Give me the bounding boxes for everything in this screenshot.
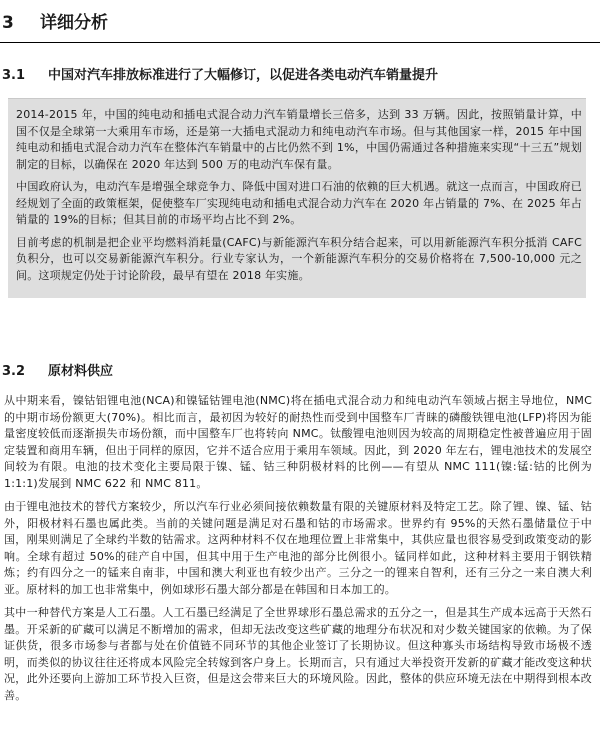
body-text bbox=[4, 393, 592, 711]
subsection-number: 3.2 bbox=[2, 364, 26, 379]
paragraph: 由于锂电池技术的替代方案较少，所以汽车行业必须间接依赖数量有限的关键原材料及特定工艺。除了锂、镍、锰、钴外，阳极材料石墨也属此类。当前的关键问题是满足对石墨和钴的市场需求。世界约有 95%的天然石墨储量位于中国，刚果则满足了全球约半数的钴需求。这两种材料不仅在地理位置上非常集中，其供应量也很容易受到政策变动的影响。全球有超过 50%的硅产自中国，但其中用于生产电池的部分比例很小。锰同样如此，这种材料主要用于钢铁精炼；约有四分之一的锰来自南非，中国和澳大利亚也有较少出产。三分之一的锂来自智利，还有三分之一来自澳大利亚。原材料的加工也非常集中，例如球形石墨大部分都是在韩国和日本加工的。 bbox=[4, 500, 592, 596]
heading-rule bbox=[0, 42, 600, 43]
subsection-heading-3-2 bbox=[2, 360, 598, 379]
subsection-title: 中国对汽车排放标准进行了大幅修订，以促进各类电动汽车销量提升 bbox=[48, 68, 439, 83]
subsection-title: 原材料供应 bbox=[48, 364, 114, 379]
section-number: 3 bbox=[2, 13, 14, 33]
subsection-heading-3-1 bbox=[2, 64, 598, 83]
subsection-number: 3.1 bbox=[2, 68, 26, 83]
section-title: 详细分析 bbox=[40, 13, 108, 33]
paragraph: 其中一种替代方案是人工石墨。人工石墨已经满足了全世界球形石墨总需求的五分之一，但是其生产成本远高于天然石墨。开采新的矿藏可以满足不断增加的需求，但却无法改变这些矿藏的地理分布状况和对少数关键国家的依赖。为了保证供货，很多市场参与者都与处在价值链不同环节的其他企业签订了长期协议。但这种寡头市场结构导致市场极不透明，而类似的协议往往还将成本风险完全转嫁到客户身上。长期而言，只有通过大举投资开发新的矿藏才能改变这种状况，此外还要向上游加工环节投入巨资，但是这会带来巨大的环境风险。因此，整体的供应环境无法在中期得到根本改善。 bbox=[4, 606, 592, 702]
paragraph: 中国政府认为，电动汽车是增强全球竞争力、降低中国对进口石油的依赖的巨大机遇。就这一点而言，中国政府已经规划了全面的政策框架，促使整车厂实现纯电动和插电式混合动力汽车在 2020 年占销量的 7%、在 2025 年占销量的 19%的目标；但其目前的市场平均占比不到 2%。 bbox=[16, 180, 582, 226]
section-heading bbox=[2, 8, 598, 33]
paragraph: 2014-2015 年，中国的纯电动和插电式混合动力汽车销量增长三倍多，达到 33 万辆。因此，按照销量计算，中国不仅是全球第一大乘用车市场，还是第一大插电式混动力和纯电动汽车市场。但与其他国家一样，2015 年中国纯电动和插电式混合动力汽车在整体汽车销量中的占比仍然不到 1%，中国仍需通过各种措施来实现“十三五”规划制定的目标，以确保在 2020 年达到 500 万的电动汽车保有量。 bbox=[16, 108, 582, 171]
paragraph: 从中期来看，镍钴铝锂电池(NCA)和镍锰钴锂电池(NMC)将在插电式混合动力和纯电动汽车领域占据主导地位，NMC 的中期市场份额更大(70%)。相比而言，最初因为较好的耐热性而受到中国整车厂青睐的磷酸铁锂电池(LFP)将因为能量密度较低而逐渐损失市场份额，而中国整车厂也将转向 NMC。钛酸锂电池则因为较高的周期稳定性被普遍应用于固定装置和商用车辆，但出于同样的原因，它并不适合应用于乘用车领域。因此，到 2020 年左右，锂电池技术的发展空间较为有限。电池的技术变化主要局限于镍、锰、钴三种阴极材料的比例——有望从 NMC 111(镍:锰:钴的比例为 1:1:1)发展到 NMC 622 和 NMC 811。 bbox=[4, 394, 592, 490]
paragraph: 目前考虑的机制是把企业平均燃料消耗量(CAFC)与新能源汽车积分结合起来，可以用新能源汽车积分抵消 CAFC 负积分，也可以交易新能源汽车积分。行业专家认为，一个新能源汽车积分的交易价格将在 7,500-10,000 元之间。这项规定仍处于讨论阶段，最早有望在 2018 年实施。 bbox=[16, 235, 582, 282]
highlight-box bbox=[8, 98, 586, 298]
